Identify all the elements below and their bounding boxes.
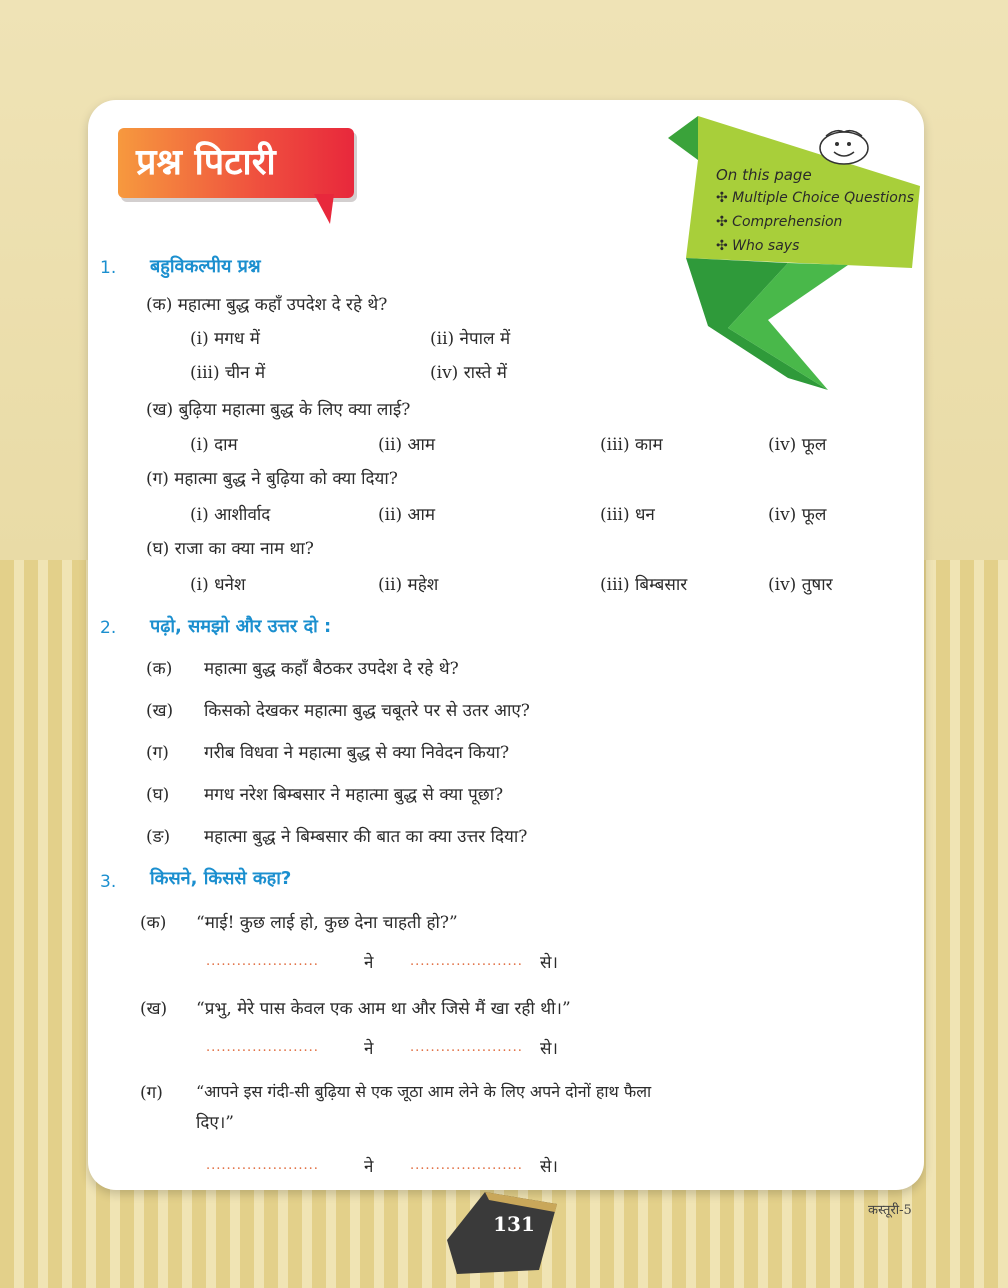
connector-ne: ने xyxy=(364,953,374,973)
option: (i) मगध में xyxy=(190,329,260,349)
section-title: बहुविकल्पीय प्रश्न xyxy=(150,256,261,277)
section-title: पढ़ो, समझो और उत्तर दो : xyxy=(150,616,332,637)
answer-blank: ...................... xyxy=(206,954,319,969)
option: (iii) धन xyxy=(600,505,655,525)
option: (ii) आम xyxy=(378,505,436,525)
page-number: 131 xyxy=(493,1212,535,1236)
option: (i) आशीर्वाद xyxy=(190,505,271,525)
item-mark: (ग) xyxy=(140,1083,163,1103)
option: (iii) काम xyxy=(600,435,663,455)
item-mark: (क) xyxy=(140,913,167,933)
quote-text: “आपने इस गंदी-सी बुढ़िया से एक जूठा आम लेने के लिए अपने दोनों हाथ फैला xyxy=(196,1082,652,1101)
item-mark: (क) xyxy=(146,659,173,679)
question-text: (क) महात्मा बुद्ध कहाँ उपदेश दे रहे थे? xyxy=(146,295,388,315)
connector-se: से। xyxy=(540,1039,558,1059)
item-text: किसको देखकर महात्मा बुद्ध चबूतरे पर से उतर आए? xyxy=(204,701,530,721)
item-text: गरीब विधवा ने महात्मा बुद्ध से क्या निवेदन किया? xyxy=(204,743,510,763)
flag-item: ✣ Comprehension xyxy=(716,214,843,230)
item-text: महात्मा बुद्ध ने बिम्बसार की बात का क्या उत्तर दिया? xyxy=(204,827,528,847)
option: (iv) तुषार xyxy=(768,575,833,595)
flag-item: ✣ Who says xyxy=(716,238,800,254)
title-badge xyxy=(118,128,354,198)
connector-ne: ने xyxy=(364,1157,374,1177)
badge-tail xyxy=(314,194,334,224)
flag-item: ✣ Multiple Choice Questions xyxy=(716,190,915,206)
flag-content xyxy=(716,166,916,258)
item-mark: (ख) xyxy=(146,701,174,721)
quote-text-continued: दिए।” xyxy=(196,1113,234,1133)
option: (ii) आम xyxy=(378,435,436,455)
question-text: (ख) बुढ़िया महात्मा बुद्ध के लिए क्या लाई? xyxy=(146,400,411,420)
item-text: महात्मा बुद्ध कहाँ बैठकर उपदेश दे रहे थे? xyxy=(204,659,459,679)
answer-blank: ...................... xyxy=(206,1158,319,1173)
option: (i) दाम xyxy=(190,435,238,455)
option: (iii) चीन में xyxy=(190,363,266,383)
quote-text: “प्रभु, मेरे पास केवल एक आम था और जिसे मैं खा रही थी।” xyxy=(196,999,571,1019)
item-mark: (घ) xyxy=(146,785,170,805)
item-mark: (ख) xyxy=(140,999,168,1019)
section-number: 2. xyxy=(100,618,117,638)
item-mark: (ग) xyxy=(146,743,169,763)
answer-blank: ...................... xyxy=(410,1158,523,1173)
section-number: 3. xyxy=(100,872,117,892)
answer-blank: ...................... xyxy=(410,954,523,969)
option: (iv) फूल xyxy=(768,505,827,525)
section-number: 1. xyxy=(100,258,117,278)
item-text: मगध नरेश बिम्बसार ने महात्मा बुद्ध से क्या पूछा? xyxy=(204,785,504,805)
page-title: प्रश्न पिटारी xyxy=(136,142,276,183)
flag-heading: On this page xyxy=(716,166,812,184)
answer-blank: ...................... xyxy=(206,1040,319,1055)
quote-text: “माई! कुछ लाई हो, कुछ देना चाहती हो?” xyxy=(196,913,458,933)
option: (iii) बिम्बसार xyxy=(600,575,688,595)
connector-se: से। xyxy=(540,1157,558,1177)
option: (ii) महेश xyxy=(378,575,439,595)
option: (ii) नेपाल में xyxy=(430,329,511,349)
connector-ne: ने xyxy=(364,1039,374,1059)
answer-blank: ...................... xyxy=(410,1040,523,1055)
book-name: कस्तूरी-5 xyxy=(868,1203,912,1218)
option: (iv) रास्ते में xyxy=(430,363,507,383)
smiley-face-icon xyxy=(816,128,872,168)
option: (i) धनेश xyxy=(190,575,246,595)
question-text: (घ) राजा का क्या नाम था? xyxy=(146,539,314,559)
connector-se: से। xyxy=(540,953,558,973)
option: (iv) फूल xyxy=(768,435,827,455)
question-text: (ग) महात्मा बुद्ध ने बुढ़िया को क्या दिया? xyxy=(146,469,398,489)
section-title: किसने, किससे कहा? xyxy=(150,868,292,889)
item-mark: (ङ) xyxy=(146,827,171,847)
